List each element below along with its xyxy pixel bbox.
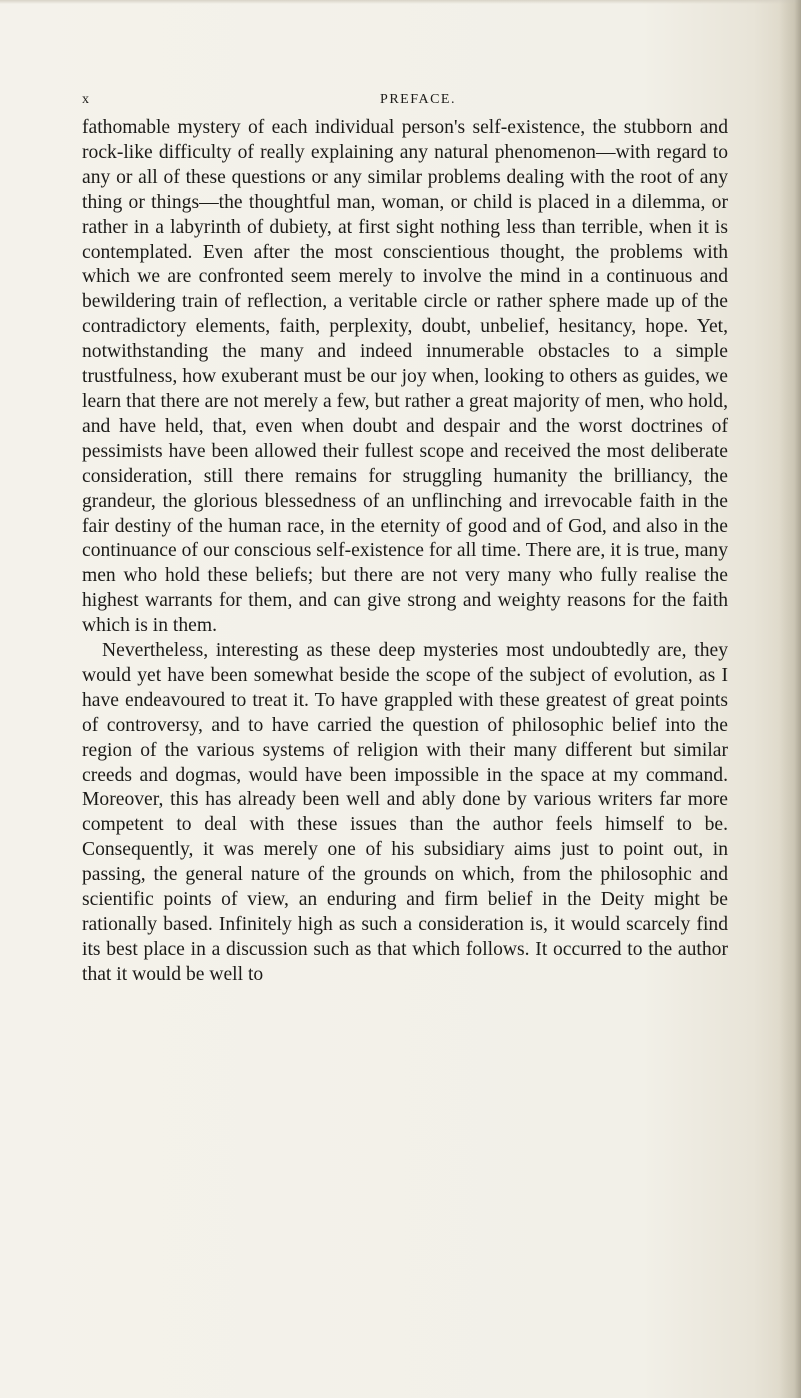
paragraph-continued: fathomable mystery of each individual person's self-existence, the stubborn and rock-like difficulty of really explaining any natural phenomenon—with regard to any or all of these questions or any similar problems dealing with the root of any thing or things—the thoughtful man, woman, or child is placed in a dilemma, or rather in a labyrinth of dubiety, at first sight nothing less than terrible, when it is contemplated. Even after the most conscientious thought, the problems with which we are confronted seem merely to involve the mind in a continuous and bewildering train of reflection, a veritable circle or rather sphere made up of the contradictory elements, faith, perplexity, doubt, unbelief, hesitancy, hope. Yet, notwithstanding the many and indeed innumerable obstacles to a simple trustfulness, how exuberant must be our joy when, looking to others as guides, we learn that there are not merely a few, but rather a great majority of men, who hold, and have held, that, even when doubt and despair and the worst doctrines of pessimists have been allowed their fullest scope and received the most deliberate consideration, still there remains for struggling humanity the brilliancy, the grandeur, the glorious blessedness of an unflinching and irrevocable faith in the fair destiny of the human race, in the eternity of good and of God, and also in the continuance of our conscious self-existence for all time. There are, it is true, many men who hold these beliefs; but there are not very many who fully realise the highest warrants for them, and can give strong and weighty reasons for the faith which is in them. [82, 117, 728, 637]
paragraph-nevertheless: Nevertheless, interesting as these deep mysteries most undoubtedly are, they would yet have been somewhat beside the scope of the subject of evolution, as I have endeavoured to treat it. To have grappled with these greatest of great points of controversy, and to have carried the question of philosophic belief into the region of the various systems of religion with their many different but similar creeds and dogmas, would have been impossible in the space at my command. Moreover, this has already been well and ably done by various writers far more competent to deal with these issues than the author feels himself to be. Consequently, it was merely one of his subsidiary aims just to point out, in passing, the general nature of the grounds on which, from the philosophic and scientific points of view, an enduring and firm belief in the Deity might be rationally based. Infinitely high as such a consideration is, it would scarcely find its best place in a discussion such as that which follows. It occurred to the author that it would be well to [82, 640, 728, 985]
running-head [82, 92, 724, 112]
running-title: PREFACE. [380, 92, 456, 107]
body-text [82, 116, 728, 988]
page-top-edge [0, 0, 801, 4]
page-number: x [82, 92, 90, 107]
page-binding-shadow [779, 0, 801, 1398]
